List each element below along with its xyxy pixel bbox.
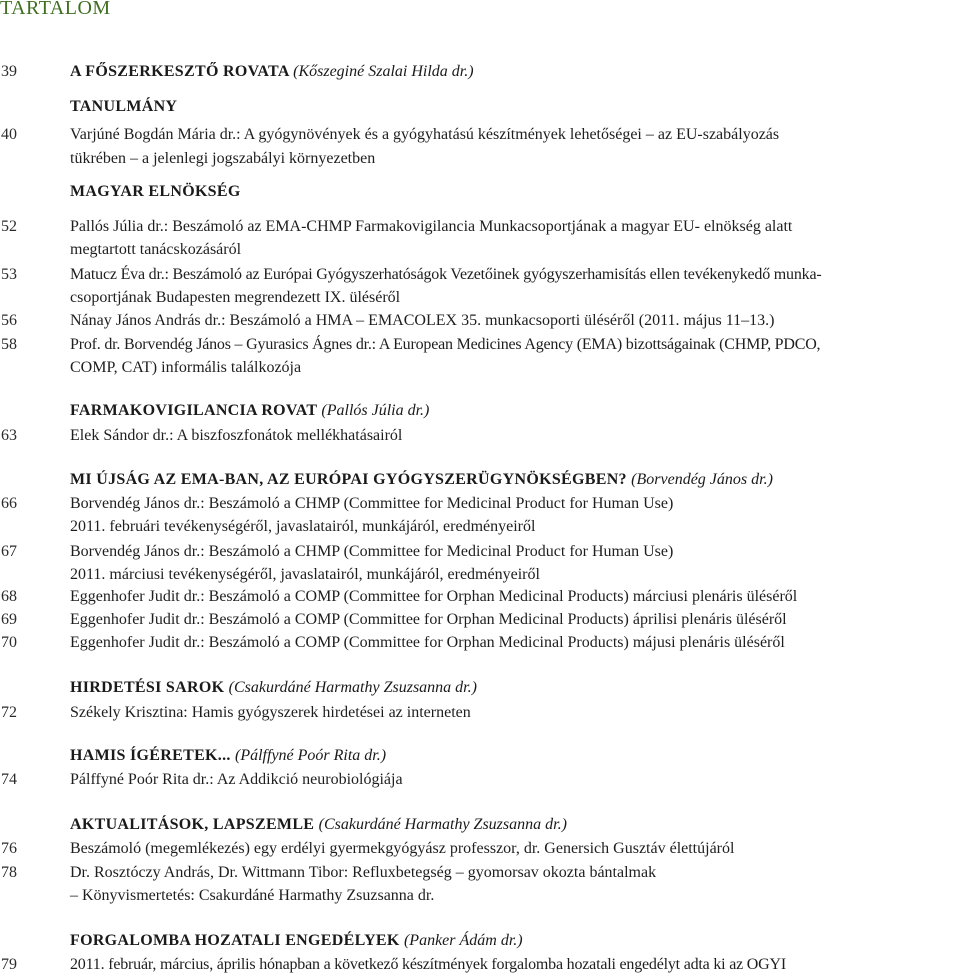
section-title: HAMIS ÍGÉRETEK... xyxy=(70,747,231,764)
toc-entry xyxy=(0,425,960,447)
section-editor: (Pallós Júlia dr.) xyxy=(321,402,430,419)
toc-entry xyxy=(0,493,960,515)
page-number: 79 xyxy=(1,956,17,973)
entry-text: csoportjának Budapesten megrendezett IX. üléséről xyxy=(70,289,401,306)
section-title: FARMAKOVIGILANCIA ROVAT xyxy=(70,402,318,419)
entry-text: Elek Sándor dr.: A biszfoszfonátok mellékhatásairól xyxy=(70,427,403,444)
page-number: 66 xyxy=(1,495,17,512)
section-heading xyxy=(0,61,960,83)
entry-text: Eggenhofer Judit dr.: Beszámoló a COMP (Committee for Orphan Medicinal Products) májusi plenáris üléséről xyxy=(70,634,785,651)
entry-text: Borvendég János dr.: Beszámoló a CHMP (Committee for Medicinal Product for Human Use) xyxy=(70,495,674,512)
section-heading xyxy=(0,814,960,836)
section-editor: (Kőszeginé Szalai Hilda dr.) xyxy=(293,63,474,80)
entry-text: – Könyvismertetés: Csakurdáné Harmathy Zsuzsanna dr. xyxy=(70,887,435,904)
toc-entry xyxy=(0,702,960,724)
section-title: A FŐSZERKESZTŐ ROVATA xyxy=(70,63,289,80)
entry-text: Matucz Éva dr.: Beszámoló az Európai Gyógyszerhatóságok Vezetőinek gyógyszerhamisítás ellen tevékenykedő munka- xyxy=(70,266,822,283)
entry-text: 2011. márciusi tevékenységéről, javaslatairól, munkájáról, eredményeiről xyxy=(70,566,540,583)
section-title: HIRDETÉSI SAROK xyxy=(70,679,225,696)
section-title: FORGALOMBA HOZATALI ENGEDÉLYEK xyxy=(70,932,400,949)
entry-text: megtartott tanácskozásáról xyxy=(70,241,242,258)
entry-text: Borvendég János dr.: Beszámoló a CHMP (Committee for Medicinal Product for Human Use) xyxy=(70,543,674,560)
toc-entry xyxy=(0,586,960,608)
entry-text: 2011. február, március, április hónapban a következő készítmények forgalomba hozatali engedélyt adta ki az OGYI xyxy=(70,956,787,973)
toc-entry xyxy=(0,264,960,286)
entry-text: COMP, CAT) informális találkozója xyxy=(70,359,302,376)
toc-entry xyxy=(0,954,960,976)
toc-entry xyxy=(0,124,960,146)
page-number: 78 xyxy=(1,864,17,881)
section-heading xyxy=(0,677,960,699)
entry-text: Dr. Rosztóczy András, Dr. Wittmann Tibor: Refluxbetegség – gyomorsav okozta bántalmak xyxy=(70,864,657,881)
page-number: 69 xyxy=(1,611,17,628)
section-heading xyxy=(0,745,960,767)
entry-text: Prof. dr. Borvendég János – Gyurasics Ágnes dr.: A European Medicines Agency (EMA) bizottságainak (CHMP, PDCO, xyxy=(70,336,821,353)
entry-text: Eggenhofer Judit dr.: Beszámoló a COMP (Committee for Orphan Medicinal Products) márciusi plenáris üléséről xyxy=(70,588,798,605)
page-number: 68 xyxy=(1,588,17,605)
toc-entry xyxy=(0,632,960,654)
section-heading xyxy=(0,181,960,203)
section-editor: (Panker Ádám dr.) xyxy=(403,932,523,949)
toc-entry xyxy=(0,357,960,379)
page-number: 72 xyxy=(1,704,17,721)
entry-text: Pálffyné Poór Rita dr.: Az Addikció neurobiológiája xyxy=(70,771,403,788)
section-editor: (Csakurdáné Harmathy Zsuzsanna dr.) xyxy=(228,679,477,696)
section-title: MI ÚJSÁG AZ EMA-BAN, AZ EURÓPAI GYÓGYSZERÜGYNÖKSÉGBEN? xyxy=(70,471,627,488)
section-heading xyxy=(0,930,960,952)
section-editor: (Pálffyné Poór Rita dr.) xyxy=(235,747,387,764)
page-number: 39 xyxy=(1,63,17,80)
entry-text: Nánay János András dr.: Beszámoló a HMA – EMACOLEX 35. munkacsoporti üléséről (2011. május 11–13.) xyxy=(70,312,775,329)
toc-entry xyxy=(0,287,960,309)
page-number: 40 xyxy=(1,126,17,143)
page-number: 52 xyxy=(1,218,17,235)
toc-entry xyxy=(0,334,960,356)
entry-text: 2011. februári tevékenységéről, javaslatairól, munkájáról, eredményeiről xyxy=(70,518,536,535)
page-number: 63 xyxy=(1,427,17,444)
page-number: 53 xyxy=(1,266,17,283)
section-heading xyxy=(0,400,960,422)
toc-entry xyxy=(0,516,960,538)
entry-text: Székely Krisztina: Hamis gyógyszerek hirdetései az interneten xyxy=(70,704,471,721)
toc-entry xyxy=(0,148,960,170)
entry-text: tükrében – a jelenlegi jogszabályi környezetben xyxy=(70,150,376,167)
toc-entry xyxy=(0,885,960,907)
toc-entry xyxy=(0,769,960,791)
toc-entry xyxy=(0,216,960,238)
page-number: 67 xyxy=(1,543,17,560)
toc-entry xyxy=(0,862,960,884)
section-editor: (Borvendég János dr.) xyxy=(631,471,773,488)
page-number: 56 xyxy=(1,312,17,329)
toc-entry xyxy=(0,564,960,586)
page-number: 58 xyxy=(1,336,17,353)
toc-entry xyxy=(0,609,960,631)
toc-entry xyxy=(0,838,960,860)
section-heading xyxy=(0,469,960,491)
toc-entry xyxy=(0,239,960,261)
page-number: 76 xyxy=(1,840,17,857)
section-editor: (Csakurdáné Harmathy Zsuzsanna dr.) xyxy=(318,816,567,833)
section-title: AKTUALITÁSOK, LAPSZEMLE xyxy=(70,816,315,833)
toc-heading: TARTALOM xyxy=(0,0,111,19)
entry-text: Eggenhofer Judit dr.: Beszámoló a COMP (Committee for Orphan Medicinal Products) áprilisi plenáris üléséről xyxy=(70,611,787,628)
section-title: TANULMÁNY xyxy=(70,98,178,115)
entry-text: Varjúné Bogdán Mária dr.: A gyógynövények és a gyógyhatású készítmények lehetőségei – az EU-szabályozás xyxy=(70,126,780,143)
page-number: 74 xyxy=(1,771,17,788)
section-heading xyxy=(0,96,960,118)
entry-text: Beszámoló (megemlékezés) egy erdélyi gyermekgyógyász professzor, dr. Genersich Gusztáv élettújáról xyxy=(70,840,735,857)
toc-entry xyxy=(0,310,960,332)
toc-entry xyxy=(0,541,960,563)
section-title: MAGYAR ELNÖKSÉG xyxy=(70,183,241,200)
page-number: 70 xyxy=(1,634,17,651)
entry-text: Pallós Júlia dr.: Beszámoló az EMA-CHMP Farmakovigilancia Munkacsoportjának a magyar EU- elnökség alatt xyxy=(70,218,793,235)
